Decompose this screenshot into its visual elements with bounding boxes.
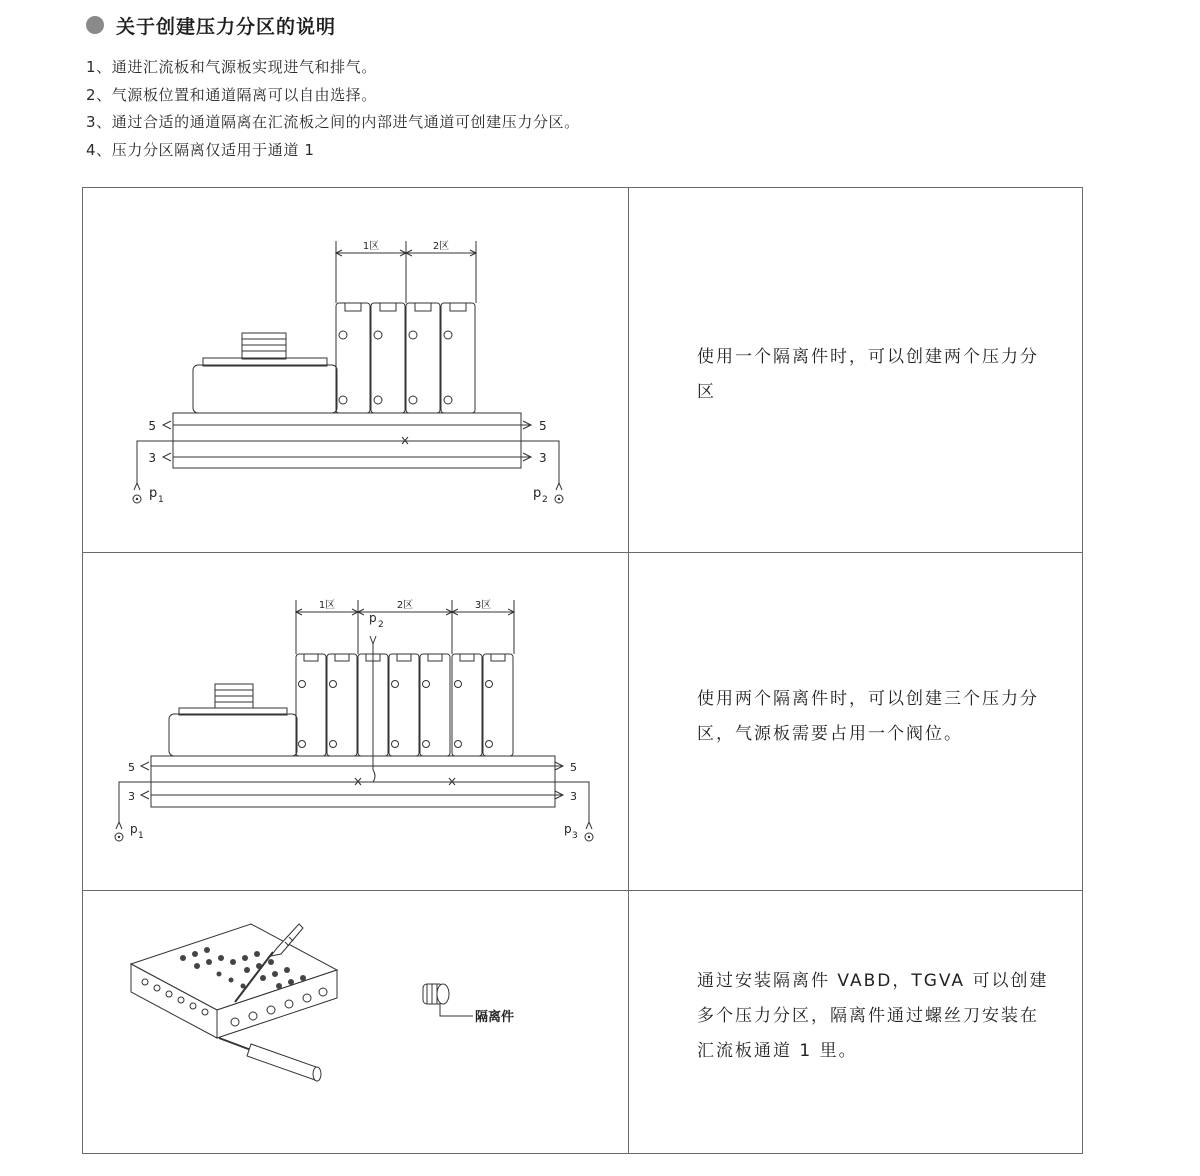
port-label: 5 <box>570 761 577 774</box>
part-label: 隔离件 <box>475 1010 515 1025</box>
port-label: 5 <box>148 419 156 433</box>
note-item: 4、压力分区隔离仅适用于通道 1 <box>86 140 315 159</box>
note-item: 2、气源板位置和通道隔离可以自由选择。 <box>86 85 377 104</box>
supply-sub: 3 <box>572 831 578 841</box>
supply-label: p <box>149 486 158 501</box>
supply-label: p <box>130 822 138 836</box>
row3-description: 通过安装隔离件 VABD，TGVA 可以创建多个压力分区，隔离件通过螺丝刀安装在汇流板通道 1 里。 <box>697 971 1049 1061</box>
port-label: 5 <box>539 419 547 433</box>
section-heading <box>86 10 336 40</box>
supply-label: p <box>369 611 377 625</box>
three-zone-diagram <box>109 592 599 852</box>
zone-label: 1区 <box>362 241 380 252</box>
zone-label: 3区 <box>474 600 492 611</box>
supply-sub: 2 <box>378 620 384 630</box>
zone-table <box>82 187 1083 1154</box>
supply-label: p <box>564 822 572 836</box>
row2-description: 使用两个隔离件时，可以创建三个压力分区，气源板需要占用一个阀位。 <box>697 689 1039 744</box>
zone-label: 2区 <box>432 241 450 252</box>
port-label: 3 <box>570 790 577 803</box>
note-item: 3、通过合适的通道隔离在汇流板之间的内部进气通道可创建压力分区。 <box>86 113 580 131</box>
supply-label: p <box>533 486 542 501</box>
zone-label: 1区 <box>318 600 336 611</box>
port-label: 5 <box>128 761 135 774</box>
page-title: 关于创建压力分区的说明 <box>116 15 337 38</box>
row1-description: 使用一个隔离件时，可以创建两个压力分区 <box>697 347 1039 402</box>
notes-list <box>86 54 580 164</box>
separator-installation-illustration <box>123 918 583 1098</box>
supply-sub: 1 <box>138 831 144 841</box>
port-label: 3 <box>128 790 135 803</box>
row-divider <box>83 552 1082 553</box>
supply-sub: 2 <box>542 495 548 505</box>
column-divider <box>628 188 629 1153</box>
zone-label: 2区 <box>396 600 414 611</box>
supply-sub: 1 <box>158 495 164 505</box>
note-item: 1、通进汇流板和气源板实现进气和排气。 <box>86 58 377 76</box>
bullet-icon <box>86 16 104 34</box>
row-divider <box>83 890 1082 891</box>
port-label: 3 <box>148 451 156 465</box>
two-zone-diagram <box>123 233 583 523</box>
port-label: 3 <box>539 451 547 465</box>
